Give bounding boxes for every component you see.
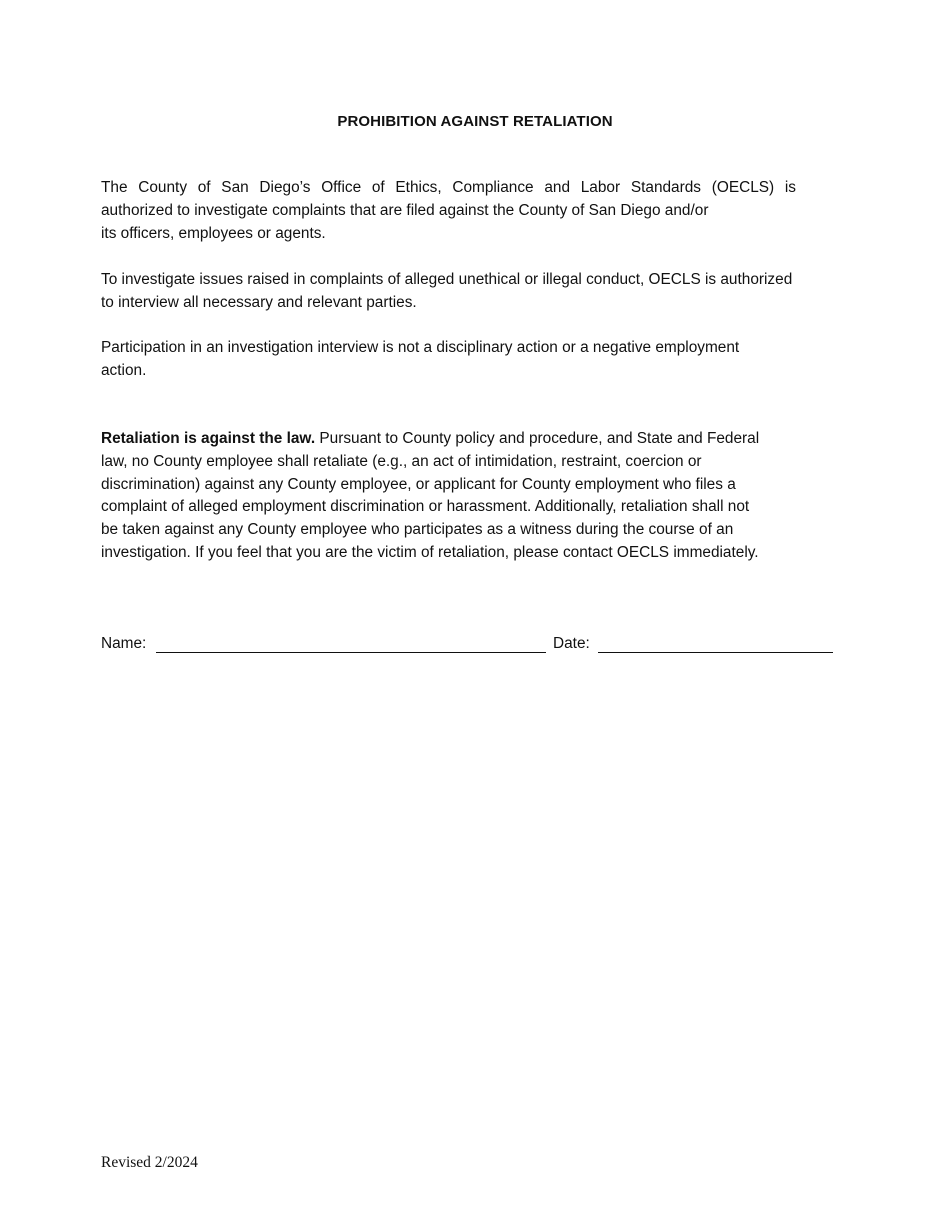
name-label: Name: xyxy=(101,635,147,652)
paragraph-line: its officers, employees or agents. xyxy=(101,224,326,242)
paragraph-line: be taken against any County employee who participates as a witness during the course of an xyxy=(101,521,734,539)
name-field[interactable] xyxy=(156,652,546,653)
paragraph-line: authorized to investigate complaints that are filed against the County of San Diego and/or xyxy=(101,201,709,219)
paragraph-line: The County of San Diego’s Office of Ethics, Compliance and Labor Standards (OECLS) is xyxy=(101,179,796,196)
paragraph-line: To investigate issues raised in complaints of alleged unethical or illegal conduct, OECLS is authorized xyxy=(101,271,793,288)
paragraph-line xyxy=(101,428,846,451)
paragraph-line: investigation. If you feel that you are the victim of retaliation, please contact OECLS immediately. xyxy=(101,543,759,561)
date-field[interactable] xyxy=(598,652,833,653)
paragraph-line: law, no County employee shall retaliate (e.g., an act of intimidation, restraint, coercion or xyxy=(101,452,702,470)
paragraph-investigation-scope xyxy=(101,269,861,315)
paragraph-participation xyxy=(101,337,841,383)
paragraph-line: action. xyxy=(101,361,147,379)
document-title: PROHIBITION AGAINST RETALIATION xyxy=(337,113,613,130)
paragraph-line: complaint of alleged employment discrimination or harassment. Additionally, retaliation shall not xyxy=(101,498,750,516)
retaliation-lead-text: Retaliation is against the law. xyxy=(101,430,316,447)
paragraph-oecls-authority xyxy=(101,177,801,245)
revision-footer: Revised 2/2024 xyxy=(101,1154,198,1171)
date-label: Date: xyxy=(553,635,590,652)
signature-block xyxy=(101,633,841,657)
paragraph-line-rest: Pursuant to County policy and procedure, and State and Federal xyxy=(315,430,760,447)
paragraph-retaliation-law xyxy=(101,428,846,565)
paragraph-line: discrimination) against any County employee, or applicant for County employment who files a xyxy=(101,475,736,493)
paragraph-line: to interview all necessary and relevant parties. xyxy=(101,293,417,311)
paragraph-line: Participation in an investigation interview is not a disciplinary action or a negative employment xyxy=(101,339,740,356)
